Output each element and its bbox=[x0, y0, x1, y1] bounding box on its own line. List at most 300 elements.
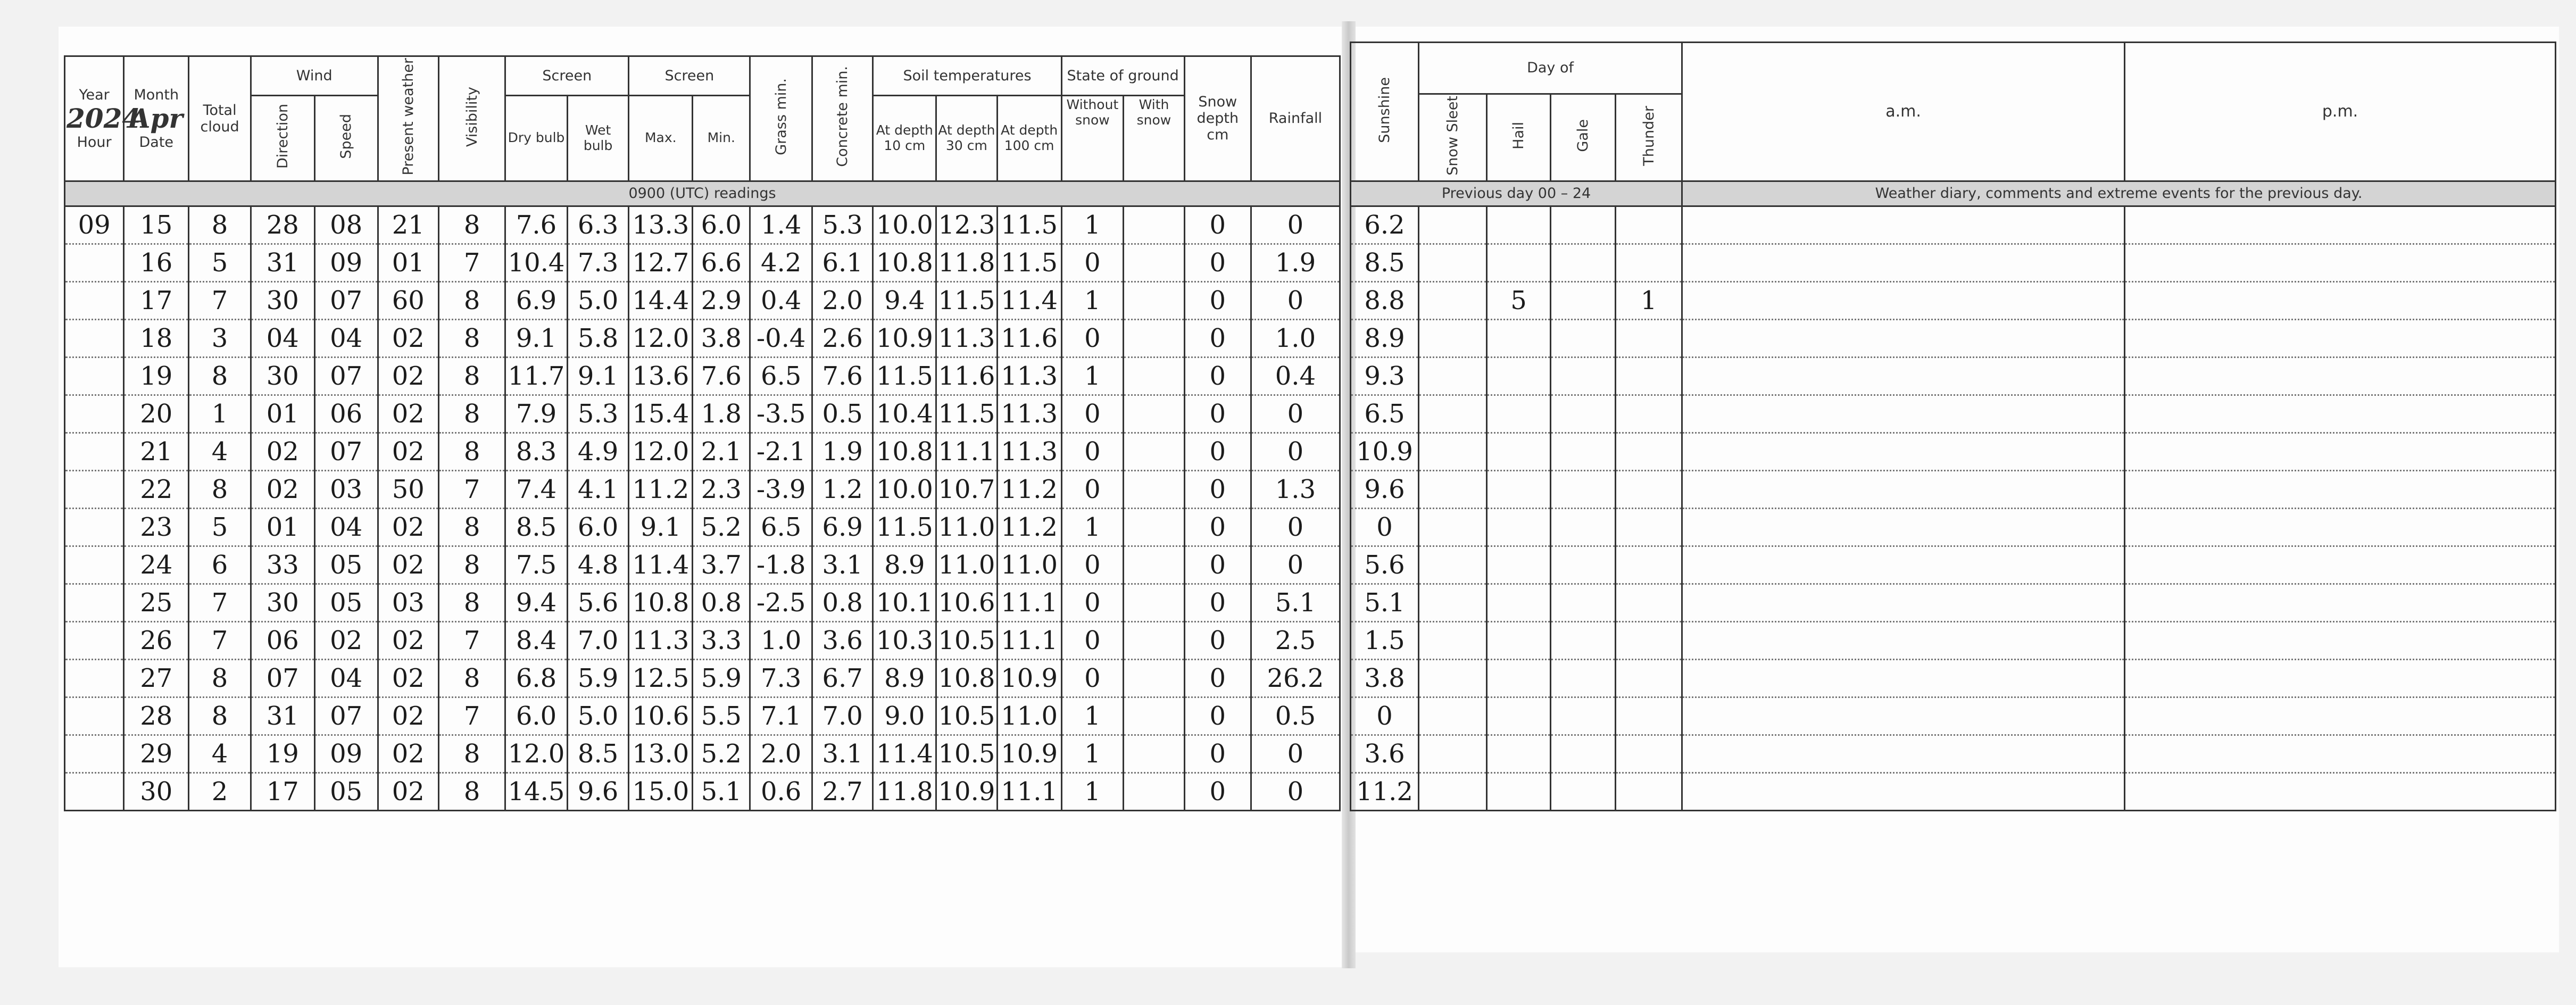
snow-sleet-cell bbox=[1419, 357, 1487, 395]
diary-pm-cell bbox=[2125, 281, 2556, 319]
present-weather-label: Present weather bbox=[400, 58, 417, 176]
total-cloud-cell: 2 bbox=[189, 773, 251, 810]
thunder-cell bbox=[1616, 508, 1682, 546]
concrete-min-cell: 6.7 bbox=[812, 659, 872, 697]
ground-without-snow-cell: 0 bbox=[1061, 584, 1124, 621]
visibility-cell: 8 bbox=[439, 546, 505, 584]
hour-cell bbox=[65, 735, 124, 773]
total-cloud-cell: 8 bbox=[189, 470, 251, 508]
visibility-cell: 8 bbox=[439, 281, 505, 319]
sunshine-cell: 3.6 bbox=[1351, 735, 1419, 773]
without-snow-header: Without snow bbox=[1061, 95, 1124, 181]
date-cell: 18 bbox=[124, 319, 189, 357]
snow-sleet-cell bbox=[1419, 395, 1487, 433]
diary-banner-row bbox=[1351, 181, 2556, 206]
screen-header-2: Screen bbox=[629, 56, 750, 96]
sunshine-cell: 5.6 bbox=[1351, 546, 1419, 584]
wind-speed-cell: 05 bbox=[314, 773, 378, 810]
concrete-min-cell: 0.5 bbox=[812, 395, 872, 433]
grass-min-cell: 6.5 bbox=[750, 357, 812, 395]
rainfall-cell: 0 bbox=[1251, 395, 1340, 433]
diary-am-cell bbox=[1682, 319, 2125, 357]
screen-max-cell: 13.6 bbox=[629, 357, 693, 395]
ground-without-snow-cell: 1 bbox=[1061, 697, 1124, 735]
diary-row bbox=[1351, 697, 2556, 735]
screen-min-cell: 2.1 bbox=[693, 433, 750, 470]
speed-header bbox=[314, 95, 378, 181]
date-cell: 20 bbox=[124, 395, 189, 433]
grass-min-cell: -0.4 bbox=[750, 319, 812, 357]
date-cell: 28 bbox=[124, 697, 189, 735]
thunder-cell bbox=[1616, 621, 1682, 659]
header-row-1 bbox=[65, 56, 1340, 96]
year-header bbox=[65, 56, 141, 181]
hour-cell bbox=[65, 659, 124, 697]
ground-with-snow-cell bbox=[1124, 433, 1184, 470]
wet-bulb-cell: 4.9 bbox=[567, 433, 629, 470]
wet-bulb-cell: 8.5 bbox=[567, 735, 629, 773]
diary-row bbox=[1351, 773, 2556, 810]
visibility-cell: 8 bbox=[439, 433, 505, 470]
soil-30cm-cell: 11.5 bbox=[936, 281, 997, 319]
diary-am-cell bbox=[1682, 773, 2125, 810]
date-cell: 21 bbox=[124, 433, 189, 470]
sunshine-cell: 5.1 bbox=[1351, 584, 1419, 621]
screen-min-cell: 5.2 bbox=[693, 508, 750, 546]
gale-cell bbox=[1551, 244, 1616, 281]
grass-min-cell: 0.4 bbox=[750, 281, 812, 319]
thunder-cell bbox=[1616, 395, 1682, 433]
dry-bulb-cell: 14.5 bbox=[505, 773, 568, 810]
ground-without-snow-cell: 1 bbox=[1061, 508, 1124, 546]
sunshine-header bbox=[1351, 43, 1419, 181]
diary-am-cell bbox=[1682, 735, 2125, 773]
wet-bulb-cell: 4.1 bbox=[567, 470, 629, 508]
diary-am-cell bbox=[1682, 659, 2125, 697]
present-weather-header bbox=[378, 56, 438, 181]
wind-direction-cell: 31 bbox=[251, 697, 314, 735]
wind-direction-cell: 02 bbox=[251, 470, 314, 508]
soil-100cm-cell: 11.3 bbox=[997, 395, 1061, 433]
wind-direction-cell: 01 bbox=[251, 395, 314, 433]
hail-cell bbox=[1487, 735, 1551, 773]
rainfall-cell: 1.9 bbox=[1251, 244, 1340, 281]
rainfall-cell: 0 bbox=[1251, 281, 1340, 319]
grass-min-cell: 7.3 bbox=[750, 659, 812, 697]
snow-depth-cell: 0 bbox=[1184, 697, 1251, 735]
diary-am-cell bbox=[1682, 395, 2125, 433]
total-cloud-cell: 3 bbox=[189, 319, 251, 357]
date-cell: 27 bbox=[124, 659, 189, 697]
total-cloud-header: Total cloud bbox=[189, 56, 251, 181]
table-row bbox=[65, 244, 1340, 281]
table-row bbox=[65, 470, 1340, 508]
soil-30cm-cell: 11.8 bbox=[936, 244, 997, 281]
soil-10cm-cell: 10.4 bbox=[873, 395, 936, 433]
dry-bulb-cell: 8.5 bbox=[505, 508, 568, 546]
screen-min-cell: 3.8 bbox=[693, 319, 750, 357]
snow-sleet-cell bbox=[1419, 621, 1487, 659]
diary-row bbox=[1351, 206, 2556, 244]
wind-direction-cell: 30 bbox=[251, 281, 314, 319]
ground-without-snow-cell: 1 bbox=[1061, 357, 1124, 395]
diary-row bbox=[1351, 244, 2556, 281]
date-label: Date bbox=[139, 134, 174, 151]
concrete-min-cell: 3.1 bbox=[812, 546, 872, 584]
sunshine-cell: 11.2 bbox=[1351, 773, 1419, 810]
gale-cell bbox=[1551, 697, 1616, 735]
thunder-cell bbox=[1616, 584, 1682, 621]
visibility-header bbox=[439, 56, 505, 181]
gale-cell bbox=[1551, 357, 1616, 395]
min-header: Min. bbox=[693, 95, 750, 181]
diary-pm-cell bbox=[2125, 773, 2556, 810]
soil-100cm-cell: 11.0 bbox=[997, 697, 1061, 735]
visibility-cell: 8 bbox=[439, 206, 505, 244]
diary-pm-cell bbox=[2125, 206, 2556, 244]
soil-100cm-cell: 11.1 bbox=[997, 621, 1061, 659]
diary-pm-cell bbox=[2125, 659, 2556, 697]
concrete-min-header bbox=[812, 56, 872, 181]
gale-cell bbox=[1551, 206, 1616, 244]
wind-direction-cell: 07 bbox=[251, 659, 314, 697]
hail-cell bbox=[1487, 244, 1551, 281]
snow-sleet-cell bbox=[1419, 546, 1487, 584]
dry-bulb-cell: 9.1 bbox=[505, 319, 568, 357]
visibility-cell: 7 bbox=[439, 244, 505, 281]
wind-speed-cell: 03 bbox=[314, 470, 378, 508]
soil-100cm-cell: 11.2 bbox=[997, 508, 1061, 546]
snow-sleet-label: Snow Sleet bbox=[1444, 96, 1461, 176]
wind-direction-cell: 28 bbox=[251, 206, 314, 244]
snow-sleet-cell bbox=[1419, 735, 1487, 773]
year-value: 2024 bbox=[67, 103, 141, 135]
hail-cell bbox=[1487, 508, 1551, 546]
screen-min-cell: 2.3 bbox=[693, 470, 750, 508]
grass-min-cell: 2.0 bbox=[750, 735, 812, 773]
soil-100cm-cell: 11.5 bbox=[997, 244, 1061, 281]
sunshine-cell: 8.9 bbox=[1351, 319, 1419, 357]
diary-pm-cell bbox=[2125, 357, 2556, 395]
table-row bbox=[65, 206, 1340, 244]
wind-speed-cell: 04 bbox=[314, 319, 378, 357]
soil-10cm-cell: 10.3 bbox=[873, 621, 936, 659]
rainfall-cell: 0.5 bbox=[1251, 697, 1340, 735]
hour-cell bbox=[65, 773, 124, 810]
ground-with-snow-cell bbox=[1124, 697, 1184, 735]
diary-am-cell bbox=[1682, 621, 2125, 659]
sunshine-label: Sunshine bbox=[1376, 77, 1393, 143]
present-weather-cell: 01 bbox=[378, 244, 438, 281]
snow-depth-cell: 0 bbox=[1184, 773, 1251, 810]
soil-100cm-cell: 11.2 bbox=[997, 470, 1061, 508]
sunshine-cell: 8.5 bbox=[1351, 244, 1419, 281]
snow-depth-header: Snow depth cm bbox=[1184, 56, 1251, 181]
hail-header bbox=[1487, 94, 1551, 181]
snow-depth-cell: 0 bbox=[1184, 206, 1251, 244]
rainfall-cell: 2.5 bbox=[1251, 621, 1340, 659]
present-weather-cell: 02 bbox=[378, 395, 438, 433]
total-cloud-cell: 5 bbox=[189, 508, 251, 546]
diary-row bbox=[1351, 546, 2556, 584]
snow-sleet-cell bbox=[1419, 470, 1487, 508]
sunshine-cell: 6.2 bbox=[1351, 206, 1419, 244]
ground-without-snow-cell: 0 bbox=[1061, 621, 1124, 659]
wind-direction-cell: 30 bbox=[251, 584, 314, 621]
dry-bulb-cell: 8.4 bbox=[505, 621, 568, 659]
soil-30cm-cell: 10.9 bbox=[936, 773, 997, 810]
wind-speed-cell: 09 bbox=[314, 244, 378, 281]
ground-without-snow-cell: 1 bbox=[1061, 281, 1124, 319]
soil-30cm-cell: 10.7 bbox=[936, 470, 997, 508]
soil-10cm-cell: 11.5 bbox=[873, 508, 936, 546]
present-weather-cell: 02 bbox=[378, 433, 438, 470]
diary-am-cell bbox=[1682, 470, 2125, 508]
screen-min-cell: 5.5 bbox=[693, 697, 750, 735]
sunshine-cell: 9.6 bbox=[1351, 470, 1419, 508]
diary-pm-cell bbox=[2125, 395, 2556, 433]
previous-day-banner: Previous day 00 – 24 bbox=[1351, 181, 1682, 206]
gale-cell bbox=[1551, 319, 1616, 357]
wind-speed-cell: 05 bbox=[314, 546, 378, 584]
diary-row bbox=[1351, 433, 2556, 470]
ground-with-snow-cell bbox=[1124, 244, 1184, 281]
readings-banner-row bbox=[65, 181, 1340, 206]
table-row bbox=[65, 395, 1340, 433]
table-row bbox=[65, 546, 1340, 584]
wet-bulb-cell: 5.9 bbox=[567, 659, 629, 697]
gale-cell bbox=[1551, 395, 1616, 433]
thunder-cell bbox=[1616, 659, 1682, 697]
month-value: Apr bbox=[129, 103, 183, 135]
soil-10cm-cell: 11.4 bbox=[873, 735, 936, 773]
diary-am-cell bbox=[1682, 433, 2125, 470]
wind-speed-cell: 04 bbox=[314, 508, 378, 546]
dry-bulb-cell: 10.4 bbox=[505, 244, 568, 281]
diary-row bbox=[1351, 395, 2556, 433]
screen-min-cell: 0.8 bbox=[693, 584, 750, 621]
table-row bbox=[65, 281, 1340, 319]
wind-direction-cell: 19 bbox=[251, 735, 314, 773]
soil-100cm-cell: 11.6 bbox=[997, 319, 1061, 357]
ground-with-snow-cell bbox=[1124, 546, 1184, 584]
thunder-cell bbox=[1616, 357, 1682, 395]
ground-with-snow-cell bbox=[1124, 773, 1184, 810]
rainfall-cell: 0 bbox=[1251, 206, 1340, 244]
gale-cell bbox=[1551, 546, 1616, 584]
gale-cell bbox=[1551, 508, 1616, 546]
sunshine-cell: 0 bbox=[1351, 697, 1419, 735]
gale-cell bbox=[1551, 470, 1616, 508]
screen-max-cell: 13.0 bbox=[629, 735, 693, 773]
ground-without-snow-cell: 0 bbox=[1061, 395, 1124, 433]
present-weather-cell: 02 bbox=[378, 697, 438, 735]
screen-max-cell: 11.2 bbox=[629, 470, 693, 508]
wet-bulb-cell: 5.8 bbox=[567, 319, 629, 357]
screen-max-cell: 15.0 bbox=[629, 773, 693, 810]
hail-cell bbox=[1487, 546, 1551, 584]
diary-am-cell bbox=[1682, 546, 2125, 584]
table-row bbox=[65, 697, 1340, 735]
gale-cell bbox=[1551, 773, 1616, 810]
grass-min-cell: 4.2 bbox=[750, 244, 812, 281]
grass-min-cell: -3.5 bbox=[750, 395, 812, 433]
soil-100cm-cell: 10.9 bbox=[997, 735, 1061, 773]
present-weather-cell: 03 bbox=[378, 584, 438, 621]
grass-min-label: Grass min. bbox=[772, 78, 790, 155]
table-row bbox=[65, 735, 1340, 773]
diary-row bbox=[1351, 508, 2556, 546]
diary-row bbox=[1351, 735, 2556, 773]
total-cloud-cell: 4 bbox=[189, 735, 251, 773]
diary-row bbox=[1351, 319, 2556, 357]
header-row-2 bbox=[65, 95, 1340, 181]
concrete-min-cell: 7.6 bbox=[812, 357, 872, 395]
am-header: a.m. bbox=[1682, 43, 2125, 181]
total-cloud-cell: 5 bbox=[189, 244, 251, 281]
visibility-cell: 8 bbox=[439, 735, 505, 773]
year-label: Year bbox=[79, 87, 110, 103]
soil-temperatures-header: Soil temperatures bbox=[873, 56, 1061, 96]
screen-min-cell: 3.3 bbox=[693, 621, 750, 659]
thunder-header bbox=[1616, 94, 1682, 181]
snow-sleet-cell bbox=[1419, 584, 1487, 621]
month-label: Month bbox=[134, 87, 179, 103]
diary-am-cell bbox=[1682, 357, 2125, 395]
soil-10cm-cell: 10.0 bbox=[873, 206, 936, 244]
hour-cell bbox=[65, 395, 124, 433]
hour-cell bbox=[65, 470, 124, 508]
snow-depth-cell: 0 bbox=[1184, 470, 1251, 508]
month-header bbox=[124, 56, 189, 181]
soil-10cm-cell: 8.9 bbox=[873, 659, 936, 697]
concrete-min-cell: 3.6 bbox=[812, 621, 872, 659]
hail-cell bbox=[1487, 659, 1551, 697]
hail-cell bbox=[1487, 470, 1551, 508]
visibility-cell: 8 bbox=[439, 395, 505, 433]
rainfall-cell: 0 bbox=[1251, 433, 1340, 470]
soil-100cm-cell: 11.1 bbox=[997, 773, 1061, 810]
observations-body bbox=[65, 206, 1340, 810]
wind-speed-cell: 07 bbox=[314, 357, 378, 395]
wind-speed-cell: 05 bbox=[314, 584, 378, 621]
thunder-cell bbox=[1616, 470, 1682, 508]
diary-am-cell bbox=[1682, 697, 2125, 735]
grass-min-cell: 1.4 bbox=[750, 206, 812, 244]
speed-label: Speed bbox=[338, 113, 355, 159]
gale-cell bbox=[1551, 621, 1616, 659]
snow-depth-cell: 0 bbox=[1184, 584, 1251, 621]
sunshine-cell: 9.3 bbox=[1351, 357, 1419, 395]
soil-30cm-cell: 10.5 bbox=[936, 621, 997, 659]
diary-pm-cell bbox=[2125, 546, 2556, 584]
ground-without-snow-cell: 1 bbox=[1061, 735, 1124, 773]
ground-without-snow-cell: 1 bbox=[1061, 206, 1124, 244]
snow-sleet-header bbox=[1419, 94, 1487, 181]
diary-am-cell bbox=[1682, 206, 2125, 244]
present-weather-cell: 02 bbox=[378, 357, 438, 395]
hour-cell bbox=[65, 621, 124, 659]
screen-max-cell: 11.4 bbox=[629, 546, 693, 584]
diary-table bbox=[1350, 41, 2556, 811]
date-cell: 26 bbox=[124, 621, 189, 659]
concrete-min-cell: 2.6 bbox=[812, 319, 872, 357]
date-cell: 29 bbox=[124, 735, 189, 773]
state-of-ground-header: State of ground bbox=[1061, 56, 1184, 96]
soil-30cm-cell: 10.5 bbox=[936, 697, 997, 735]
date-cell: 15 bbox=[124, 206, 189, 244]
dry-bulb-cell: 12.0 bbox=[505, 735, 568, 773]
ground-without-snow-cell: 0 bbox=[1061, 244, 1124, 281]
table-row bbox=[65, 357, 1340, 395]
date-cell: 23 bbox=[124, 508, 189, 546]
wet-bulb-cell: 6.0 bbox=[567, 508, 629, 546]
snow-depth-cell: 0 bbox=[1184, 508, 1251, 546]
soil-30cm-cell: 10.8 bbox=[936, 659, 997, 697]
diary-row bbox=[1351, 584, 2556, 621]
hail-cell bbox=[1487, 697, 1551, 735]
diary-header-row-1 bbox=[1351, 43, 2556, 94]
present-weather-cell: 50 bbox=[378, 470, 438, 508]
diary-am-cell bbox=[1682, 244, 2125, 281]
present-weather-cell: 02 bbox=[378, 508, 438, 546]
table-row bbox=[65, 773, 1340, 810]
screen-min-cell: 1.8 bbox=[693, 395, 750, 433]
screen-max-cell: 9.1 bbox=[629, 508, 693, 546]
screen-min-cell: 3.7 bbox=[693, 546, 750, 584]
screen-min-cell: 7.6 bbox=[693, 357, 750, 395]
screen-max-cell: 14.4 bbox=[629, 281, 693, 319]
table-row bbox=[65, 621, 1340, 659]
dry-bulb-cell: 7.5 bbox=[505, 546, 568, 584]
snow-depth-cell: 0 bbox=[1184, 621, 1251, 659]
present-weather-cell: 21 bbox=[378, 206, 438, 244]
concrete-min-cell: 6.1 bbox=[812, 244, 872, 281]
ground-with-snow-cell bbox=[1124, 319, 1184, 357]
hail-cell bbox=[1487, 357, 1551, 395]
thunder-cell bbox=[1616, 735, 1682, 773]
thunder-cell bbox=[1616, 244, 1682, 281]
soil-10cm-header: At depth 10 cm bbox=[873, 95, 936, 181]
rainfall-cell: 0 bbox=[1251, 773, 1340, 810]
hour-cell: 09 bbox=[65, 206, 124, 244]
hour-cell bbox=[65, 584, 124, 621]
soil-10cm-cell: 10.1 bbox=[873, 584, 936, 621]
visibility-cell: 7 bbox=[439, 621, 505, 659]
total-cloud-cell: 8 bbox=[189, 659, 251, 697]
screen-max-cell: 11.3 bbox=[629, 621, 693, 659]
ground-with-snow-cell bbox=[1124, 659, 1184, 697]
grass-min-cell: 6.5 bbox=[750, 508, 812, 546]
rainfall-cell: 0.4 bbox=[1251, 357, 1340, 395]
wind-speed-cell: 07 bbox=[314, 433, 378, 470]
with-snow-header: With snow bbox=[1124, 95, 1184, 181]
wind-direction-cell: 30 bbox=[251, 357, 314, 395]
soil-30cm-cell: 11.1 bbox=[936, 433, 997, 470]
present-weather-cell: 02 bbox=[378, 735, 438, 773]
wind-speed-cell: 08 bbox=[314, 206, 378, 244]
screen-min-cell: 5.2 bbox=[693, 735, 750, 773]
soil-30cm-cell: 11.0 bbox=[936, 508, 997, 546]
snow-sleet-cell bbox=[1419, 206, 1487, 244]
concrete-min-cell: 3.1 bbox=[812, 735, 872, 773]
visibility-cell: 8 bbox=[439, 584, 505, 621]
snow-sleet-cell bbox=[1419, 659, 1487, 697]
soil-30cm-cell: 12.3 bbox=[936, 206, 997, 244]
thunder-cell bbox=[1616, 773, 1682, 810]
concrete-min-cell: 6.9 bbox=[812, 508, 872, 546]
thunder-cell bbox=[1616, 697, 1682, 735]
